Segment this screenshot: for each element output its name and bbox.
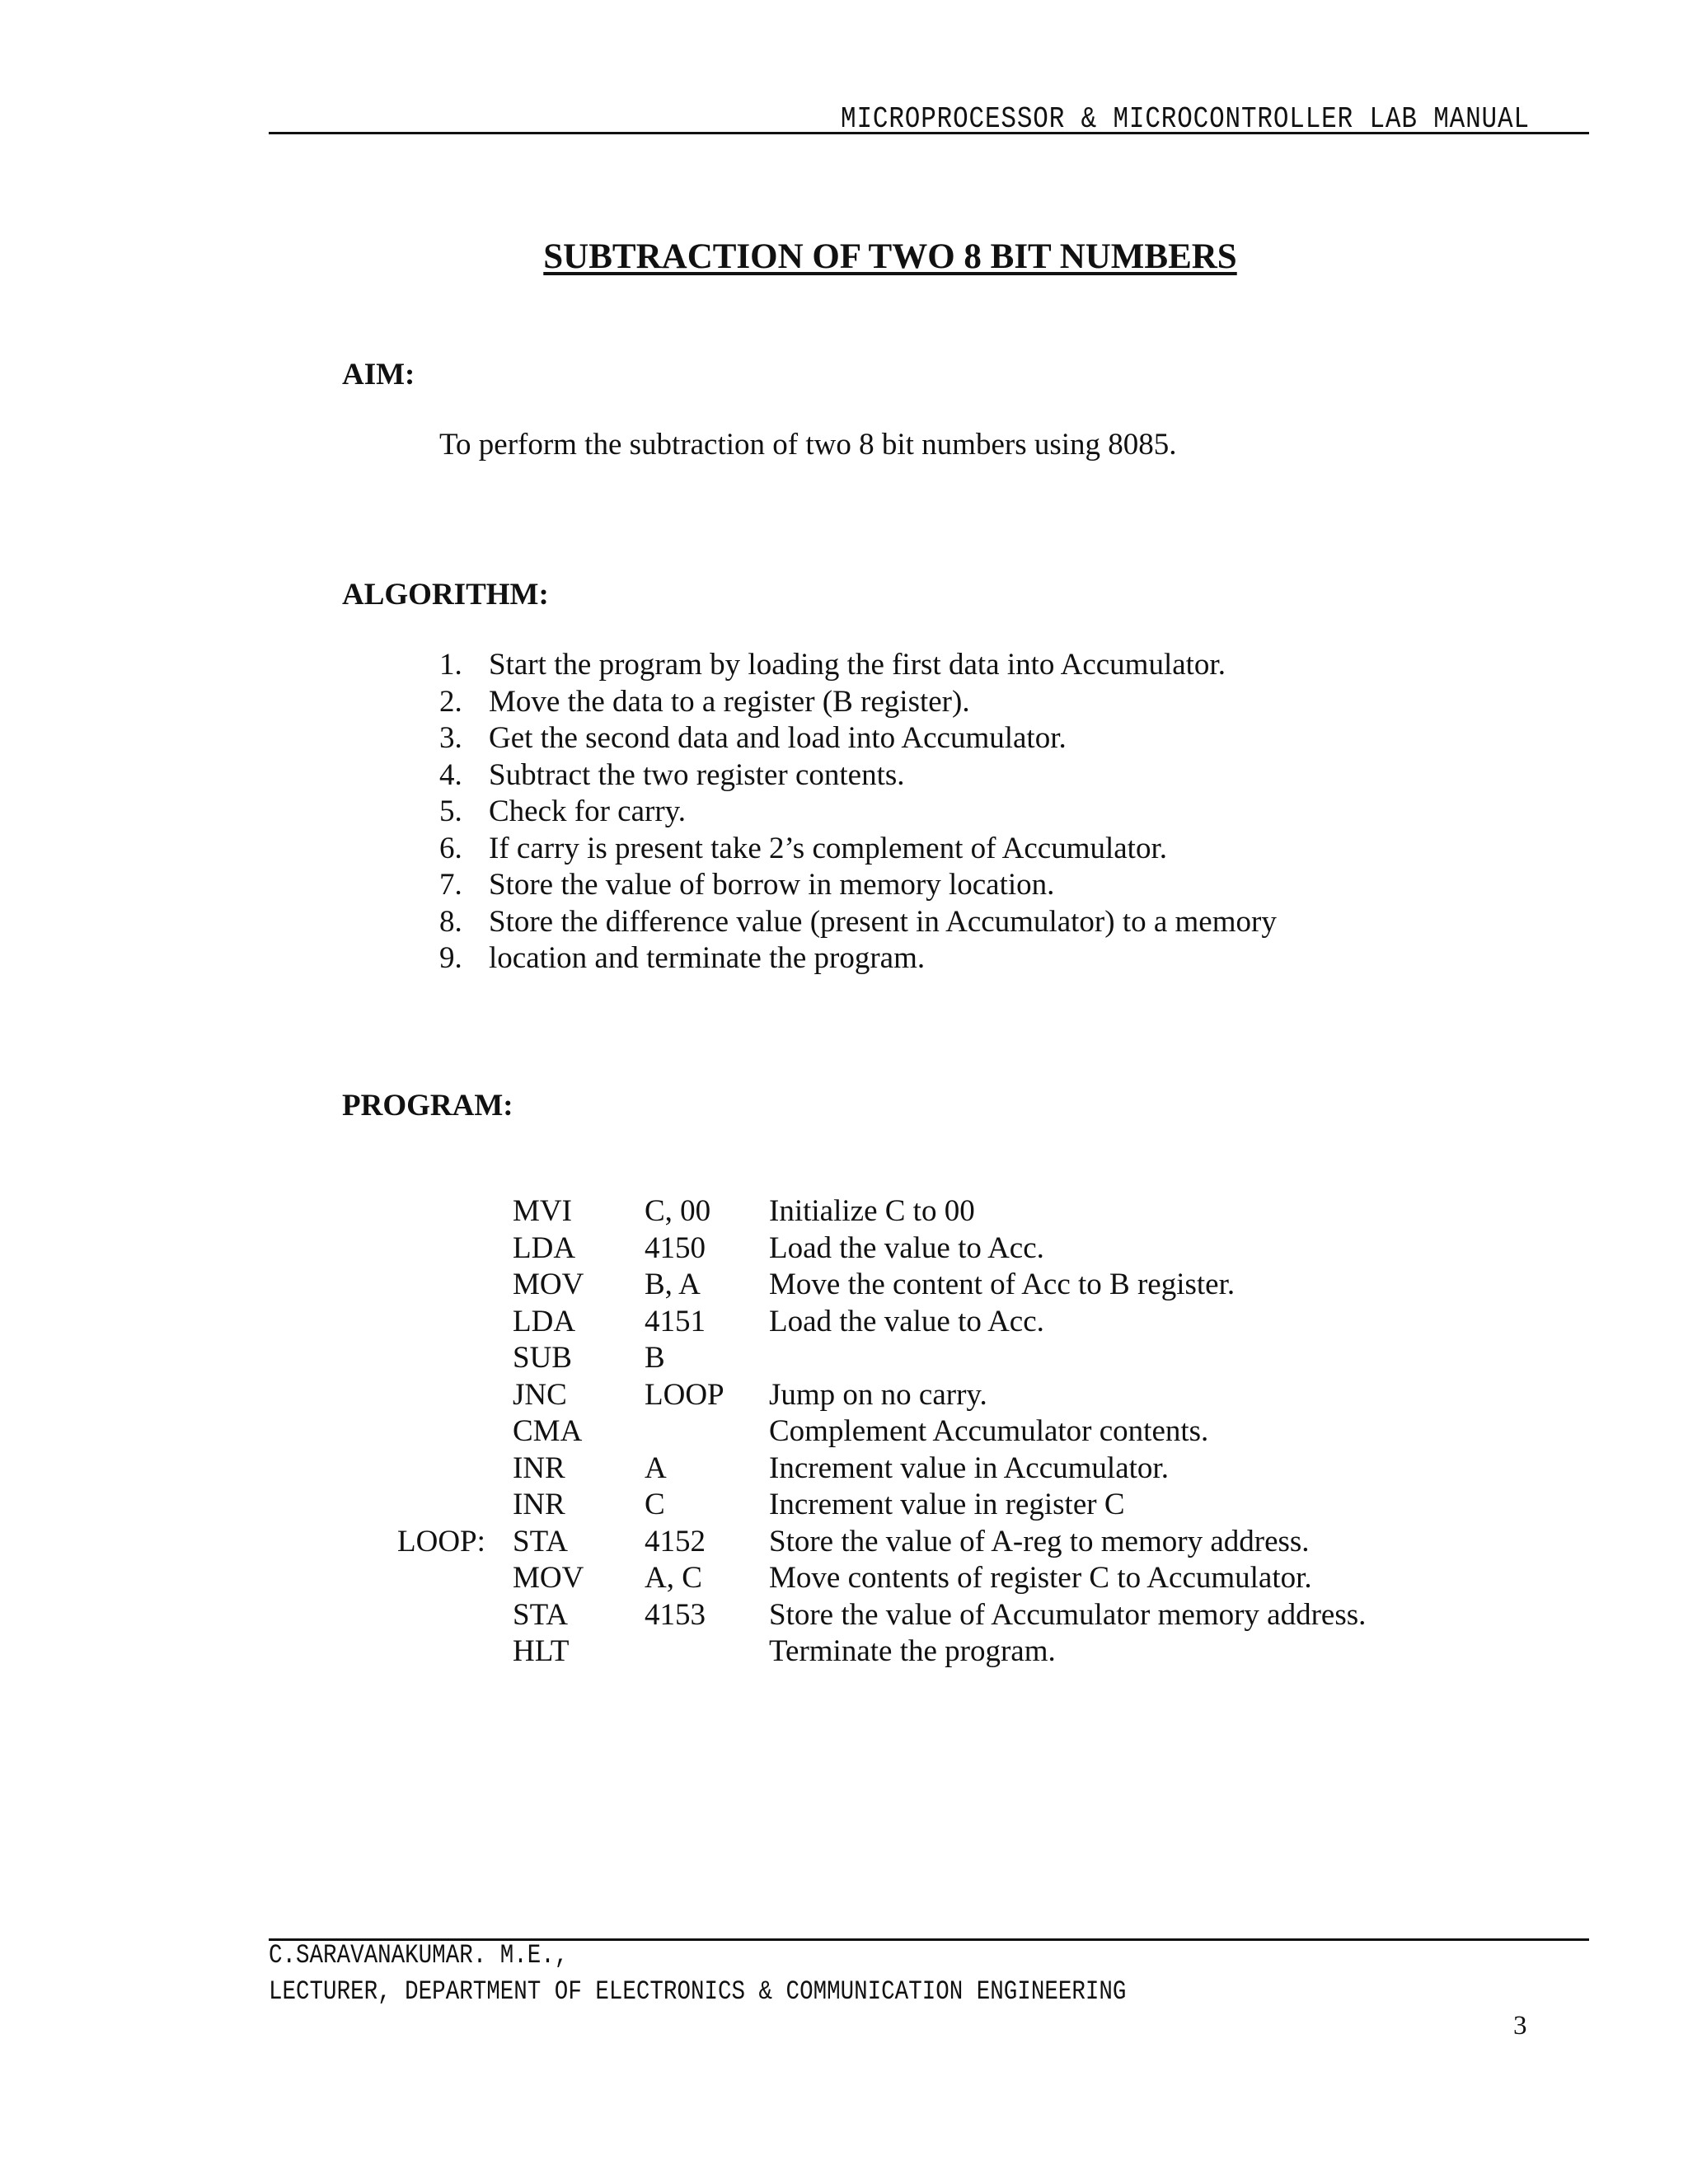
program-row bbox=[0, 1597, 1688, 1634]
step-number: 2. bbox=[439, 684, 462, 719]
step-number: 5. bbox=[439, 794, 462, 828]
instruction-comment: Load the value to Acc. bbox=[769, 1230, 1044, 1265]
algorithm-steps bbox=[439, 647, 1277, 977]
instruction-comment: Increment value in Accumulator. bbox=[769, 1451, 1169, 1485]
program-row bbox=[0, 1230, 1688, 1268]
instruction-opcode: MOV bbox=[513, 1268, 584, 1301]
step-text: Subtract the two register contents. bbox=[489, 757, 905, 792]
algorithm-step bbox=[439, 794, 1277, 831]
algorithm-step bbox=[439, 940, 1277, 977]
step-text: Store the value of borrow in memory location. bbox=[489, 868, 1055, 902]
program-row bbox=[0, 1487, 1688, 1524]
step-number: 9. bbox=[439, 941, 462, 975]
instruction-opcode: SUB bbox=[513, 1341, 572, 1375]
step-text: location and terminate the program. bbox=[489, 941, 926, 975]
step-text: Move the data to a register (B register). bbox=[489, 684, 970, 719]
instruction-operand: B, A bbox=[645, 1268, 701, 1301]
instruction-operand: LOOP bbox=[645, 1377, 724, 1412]
program-row bbox=[0, 1267, 1688, 1304]
step-number: 6. bbox=[439, 831, 462, 865]
instruction-operand: C, 00 bbox=[645, 1194, 711, 1228]
program-row bbox=[0, 1304, 1688, 1341]
step-number: 1. bbox=[439, 648, 462, 682]
instruction-comment: Terminate the program. bbox=[769, 1634, 1056, 1668]
aim-heading: AIM: bbox=[342, 358, 415, 391]
step-text: If carry is present take 2’s complement of Accumulator. bbox=[489, 831, 1167, 865]
instruction-comment: Jump on no carry. bbox=[769, 1377, 987, 1412]
instruction-operand: C bbox=[645, 1488, 665, 1521]
algorithm-step bbox=[439, 647, 1277, 684]
instruction-opcode: INR bbox=[513, 1488, 565, 1521]
instruction-opcode: STA bbox=[513, 1597, 568, 1632]
instruction-label: LOOP: bbox=[397, 1524, 485, 1558]
instruction-opcode: CMA bbox=[513, 1414, 583, 1448]
algorithm-step bbox=[439, 867, 1277, 904]
instruction-operand: A, C bbox=[645, 1561, 702, 1595]
instruction-opcode: LDA bbox=[513, 1230, 576, 1265]
footer-position: LECTURER, DEPARTMENT OF ELECTRONICS & COMMUNICATION ENGINEERING bbox=[269, 1976, 1127, 2007]
instruction-opcode: INR bbox=[513, 1451, 565, 1485]
program-row bbox=[0, 1193, 1688, 1230]
instruction-comment: Store the value of A-reg to memory address. bbox=[769, 1524, 1310, 1558]
aim-text: To perform the subtraction of two 8 bit numbers using 8085. bbox=[439, 428, 1177, 462]
algorithm-step bbox=[439, 904, 1277, 941]
program-heading: PROGRAM: bbox=[342, 1089, 513, 1122]
instruction-operand: 4151 bbox=[645, 1304, 706, 1338]
instruction-opcode: LDA bbox=[513, 1304, 576, 1338]
instruction-comment: Increment value in register C bbox=[769, 1488, 1125, 1521]
program-listing bbox=[0, 1193, 1688, 1671]
instruction-comment: Move the content of Acc to B register. bbox=[769, 1268, 1236, 1301]
step-text: Check for carry. bbox=[489, 794, 687, 828]
document-title: SUBTRACTION OF TWO 8 BIT NUMBERS bbox=[543, 237, 1237, 276]
page-number: 3 bbox=[1513, 2011, 1527, 2041]
program-row bbox=[0, 1413, 1688, 1451]
step-number: 3. bbox=[439, 721, 462, 755]
program-row bbox=[0, 1340, 1688, 1377]
instruction-comment: Complement Accumulator contents. bbox=[769, 1414, 1209, 1448]
instruction-comment: Store the value of Accumulator memory address. bbox=[769, 1597, 1367, 1632]
program-row bbox=[0, 1377, 1688, 1414]
instruction-opcode: JNC bbox=[513, 1377, 567, 1412]
step-number: 4. bbox=[439, 757, 462, 792]
algorithm-heading: ALGORITHM: bbox=[342, 578, 549, 612]
header-rule bbox=[269, 132, 1589, 134]
instruction-operand: 4152 bbox=[645, 1524, 706, 1558]
header-title: MICROPROCESSOR & MICROCONTROLLER LAB MANUAL bbox=[841, 102, 1530, 136]
instruction-operand: 4150 bbox=[645, 1230, 706, 1265]
instruction-comment: Load the value to Acc. bbox=[769, 1304, 1044, 1338]
step-text: Store the difference value (present in Accumulator) to a memory bbox=[489, 904, 1277, 939]
step-number: 7. bbox=[439, 868, 462, 902]
step-text: Get the second data and load into Accumulator. bbox=[489, 721, 1067, 755]
footer-author: C.SARAVANAKUMAR. M.E., bbox=[269, 1940, 569, 1971]
instruction-comment: Move contents of register C to Accumulator. bbox=[769, 1561, 1312, 1595]
instruction-operand: A bbox=[645, 1451, 667, 1485]
instruction-opcode: MVI bbox=[513, 1194, 572, 1228]
instruction-operand: 4153 bbox=[645, 1597, 706, 1632]
algorithm-step bbox=[439, 757, 1277, 794]
instruction-opcode: STA bbox=[513, 1524, 568, 1558]
step-number: 8. bbox=[439, 904, 462, 939]
program-row bbox=[0, 1560, 1688, 1597]
program-row bbox=[0, 1524, 1688, 1561]
instruction-opcode: HLT bbox=[513, 1634, 570, 1668]
algorithm-step bbox=[439, 684, 1277, 721]
instruction-opcode: MOV bbox=[513, 1561, 584, 1595]
program-row bbox=[0, 1633, 1688, 1671]
step-text: Start the program by loading the first data into Accumulator. bbox=[489, 648, 1226, 682]
instruction-operand: B bbox=[645, 1341, 665, 1375]
program-row bbox=[0, 1451, 1688, 1488]
algorithm-step bbox=[439, 831, 1277, 868]
instruction-comment: Initialize C to 00 bbox=[769, 1194, 975, 1228]
algorithm-step bbox=[439, 720, 1277, 757]
